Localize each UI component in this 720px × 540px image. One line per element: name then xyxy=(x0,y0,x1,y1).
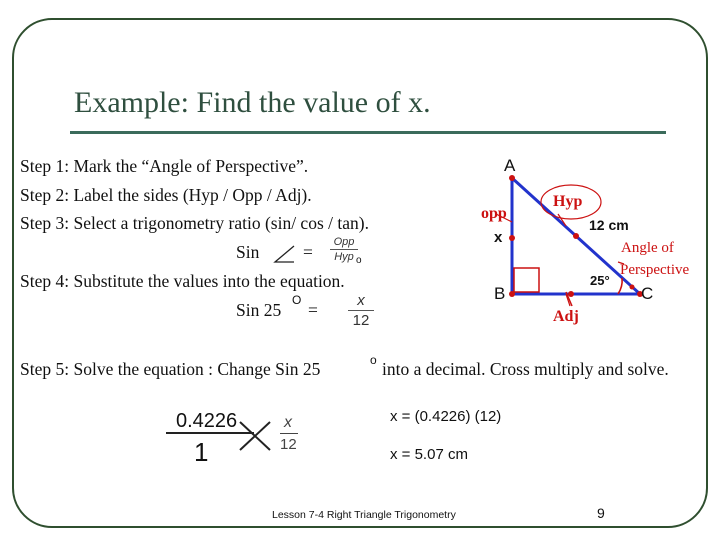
cross-right-numerator: x xyxy=(284,414,292,431)
opp-label: opp xyxy=(481,205,507,222)
result-line-1: x = (0.4226) (12) xyxy=(390,408,502,425)
eq2-fraction xyxy=(348,292,374,329)
cross-right-bar xyxy=(280,433,298,434)
cross-left-numerator: 0.4226 xyxy=(176,410,238,432)
step-1: Step 1: Mark the “Angle of Perspective”. xyxy=(20,156,309,176)
eq1-denominator: Hyp xyxy=(334,251,354,263)
eq1-fraction xyxy=(330,236,358,263)
degree-mark: o xyxy=(356,255,362,266)
footer-text: Lesson 7-4 Right Triangle Trigonometry xyxy=(272,509,456,521)
title-underline xyxy=(70,131,666,134)
step-3: Step 3: Select a trigonometry ratio (sin/ cos / tan). xyxy=(20,213,369,233)
perspective-label: Perspective xyxy=(620,262,690,278)
step-5-part-1: Step 5: Solve the equation : Change Sin 25 xyxy=(20,359,321,379)
result-line-2: x = 5.07 cm xyxy=(390,446,468,463)
hyp-length-label: 12 cm xyxy=(589,217,629,233)
angle-of-label: Angle of xyxy=(621,240,674,256)
cross-right-denominator: 12 xyxy=(280,436,297,453)
eq2-numerator: x xyxy=(357,292,365,309)
page-number: 9 xyxy=(597,505,605,521)
step-5-degree: o xyxy=(370,353,377,367)
step-4: Step 4: Substitute the values into the equation. xyxy=(20,271,345,291)
step-5-part-2: into a decimal. Cross multiply and solve. xyxy=(382,359,669,379)
eq1-equals: = xyxy=(303,242,313,262)
side-x-label: x xyxy=(494,229,503,246)
vertex-a-label: A xyxy=(504,156,516,175)
eq2-sin: Sin 25 xyxy=(236,300,282,320)
adj-label: Adj xyxy=(553,308,579,325)
vertex-c-label: C xyxy=(641,284,654,303)
eq1-sin: Sin xyxy=(236,242,260,262)
vertex-b-label: B xyxy=(494,284,506,303)
eq2-equals: = xyxy=(308,300,318,320)
angle-value-label: 25° xyxy=(590,273,610,288)
cross-left-denominator: 1 xyxy=(194,437,209,467)
step-2: Step 2: Label the sides (Hyp / Opp / Adj). xyxy=(20,185,312,205)
cross-multiply-icon xyxy=(236,418,276,454)
angle-symbol-icon xyxy=(272,244,296,264)
slide-title: Example: Find the value of x. xyxy=(74,86,431,119)
right-triangle-diagram xyxy=(470,150,710,340)
eq1-numerator: Opp xyxy=(333,236,355,248)
hyp-label: Hyp xyxy=(553,193,583,210)
eq2-denominator: 12 xyxy=(352,312,370,329)
eq2-degree: O xyxy=(292,293,302,307)
